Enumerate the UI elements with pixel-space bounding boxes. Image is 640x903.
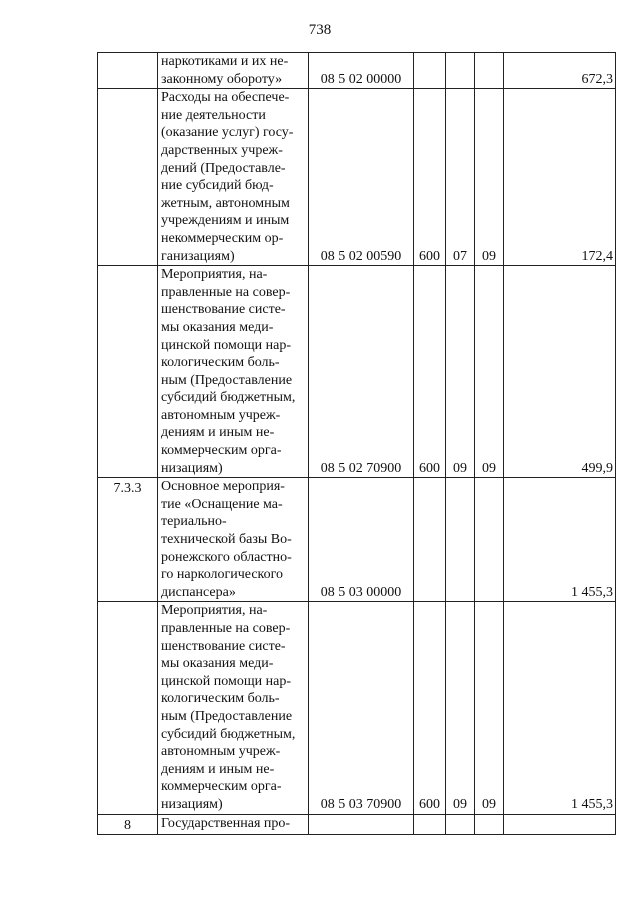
description-line: мы оказания меди- [161,656,274,672]
table-row [98,266,616,478]
budget-code [309,814,414,835]
description-line: цинской помощи нар- [161,673,291,689]
row-number [98,266,158,478]
description-line: (оказание услуг) госу- [161,125,294,141]
description-line: низациям) [161,460,223,476]
description-line: дений (Предоставле- [161,160,286,176]
section-code: 09 [446,602,475,814]
description-line: дениям и иным не- [161,425,275,441]
description-line: Государственная про- [161,815,291,831]
amount: 1 455,3 [504,478,616,602]
description-line: законному обороту» [161,71,283,87]
expense-type [414,814,446,835]
expense-type: 600 [414,89,446,266]
description-line: правленные на совер- [161,621,291,636]
row-number: 7.3.3 [98,478,158,602]
row-description [158,266,309,478]
description-line: низациям) [161,796,223,812]
description-line: шенствование систе- [161,302,286,318]
budget-code: 08 5 03 70900 [309,602,414,814]
description-line: ным (Предоставление [161,372,293,388]
budget-code: 08 5 02 70900 [309,266,414,478]
row-description [158,814,309,835]
description-line: териально- [161,514,227,530]
description-line: правленные на совер- [161,284,291,300]
description-line: кологическим боль- [161,355,280,371]
amount: 499,9 [504,266,616,478]
description-line: Мероприятия, на- [161,603,268,619]
description-line: ронежского областно- [161,549,292,565]
row-description [158,53,309,89]
description-line: технической базы Во- [161,532,292,548]
section-code: 09 [446,266,475,478]
expense-type [414,478,446,602]
description-line: кологическим боль- [161,691,280,707]
budget-code: 08 5 02 00590 [309,89,414,266]
description-line: Мероприятия, на- [161,267,268,283]
expense-type: 600 [414,266,446,478]
amount [504,814,616,835]
subsection-code [475,478,504,602]
expense-type [414,53,446,89]
row-number [98,89,158,266]
description-line: автономным учреж- [161,744,281,760]
budget-code: 08 5 03 00000 [309,478,414,602]
row-number [98,602,158,814]
row-description [158,602,309,814]
description-line: диспансера» [161,584,236,600]
description-line: жетным, автономным [161,195,290,211]
subsection-code: 09 [475,89,504,266]
description-line: дарственных учреж- [161,142,283,158]
table-row [98,814,616,835]
description-line: цинской помощи нар- [161,337,291,353]
description-line: наркотиками и их не- [161,54,289,69]
row-number: 8 [98,814,158,835]
page-number: 738 [308,22,332,38]
budget-table [97,52,616,835]
row-number [98,53,158,89]
row-description [158,478,309,602]
amount: 672,3 [504,53,616,89]
subsection-code [475,53,504,89]
table-row [98,478,616,602]
description-line: дениям и иным не- [161,761,275,777]
table-row [98,602,616,814]
subsection-code: 09 [475,602,504,814]
row-description [158,89,309,266]
description-line: субсидий бюджетным, [161,390,296,406]
description-line: шенствование систе- [161,638,286,654]
description-line: тие «Оснащение ма- [161,496,283,512]
amount: 172,4 [504,89,616,266]
description-line: некоммерческим ор- [161,230,284,246]
description-line: коммерческим орга- [161,779,282,795]
budget-table-body [98,53,616,835]
section-code [446,53,475,89]
description-line: Основное мероприя- [161,479,285,495]
description-line: ганизациям) [161,248,235,264]
description-line: мы оказания меди- [161,319,274,335]
table-row [98,89,616,266]
description-line: Расходы на обеспече- [161,90,290,106]
description-line: коммерческим орга- [161,443,282,459]
description-line: ным (Предоставление [161,708,293,724]
description-line: ние деятельности [161,107,266,123]
subsection-code [475,814,504,835]
description-line: ние субсидий бюд- [161,178,274,194]
expense-type: 600 [414,602,446,814]
section-code [446,478,475,602]
section-code [446,814,475,835]
description-line: учреждениям и иным [161,213,290,229]
description-line: автономным учреж- [161,407,281,423]
description-line: субсидий бюджетным, [161,726,296,742]
subsection-code: 09 [475,266,504,478]
table-row [98,53,616,89]
section-code: 07 [446,89,475,266]
description-line: го наркологического [161,567,284,583]
amount: 1 455,3 [504,602,616,814]
budget-code: 08 5 02 00000 [309,53,414,89]
